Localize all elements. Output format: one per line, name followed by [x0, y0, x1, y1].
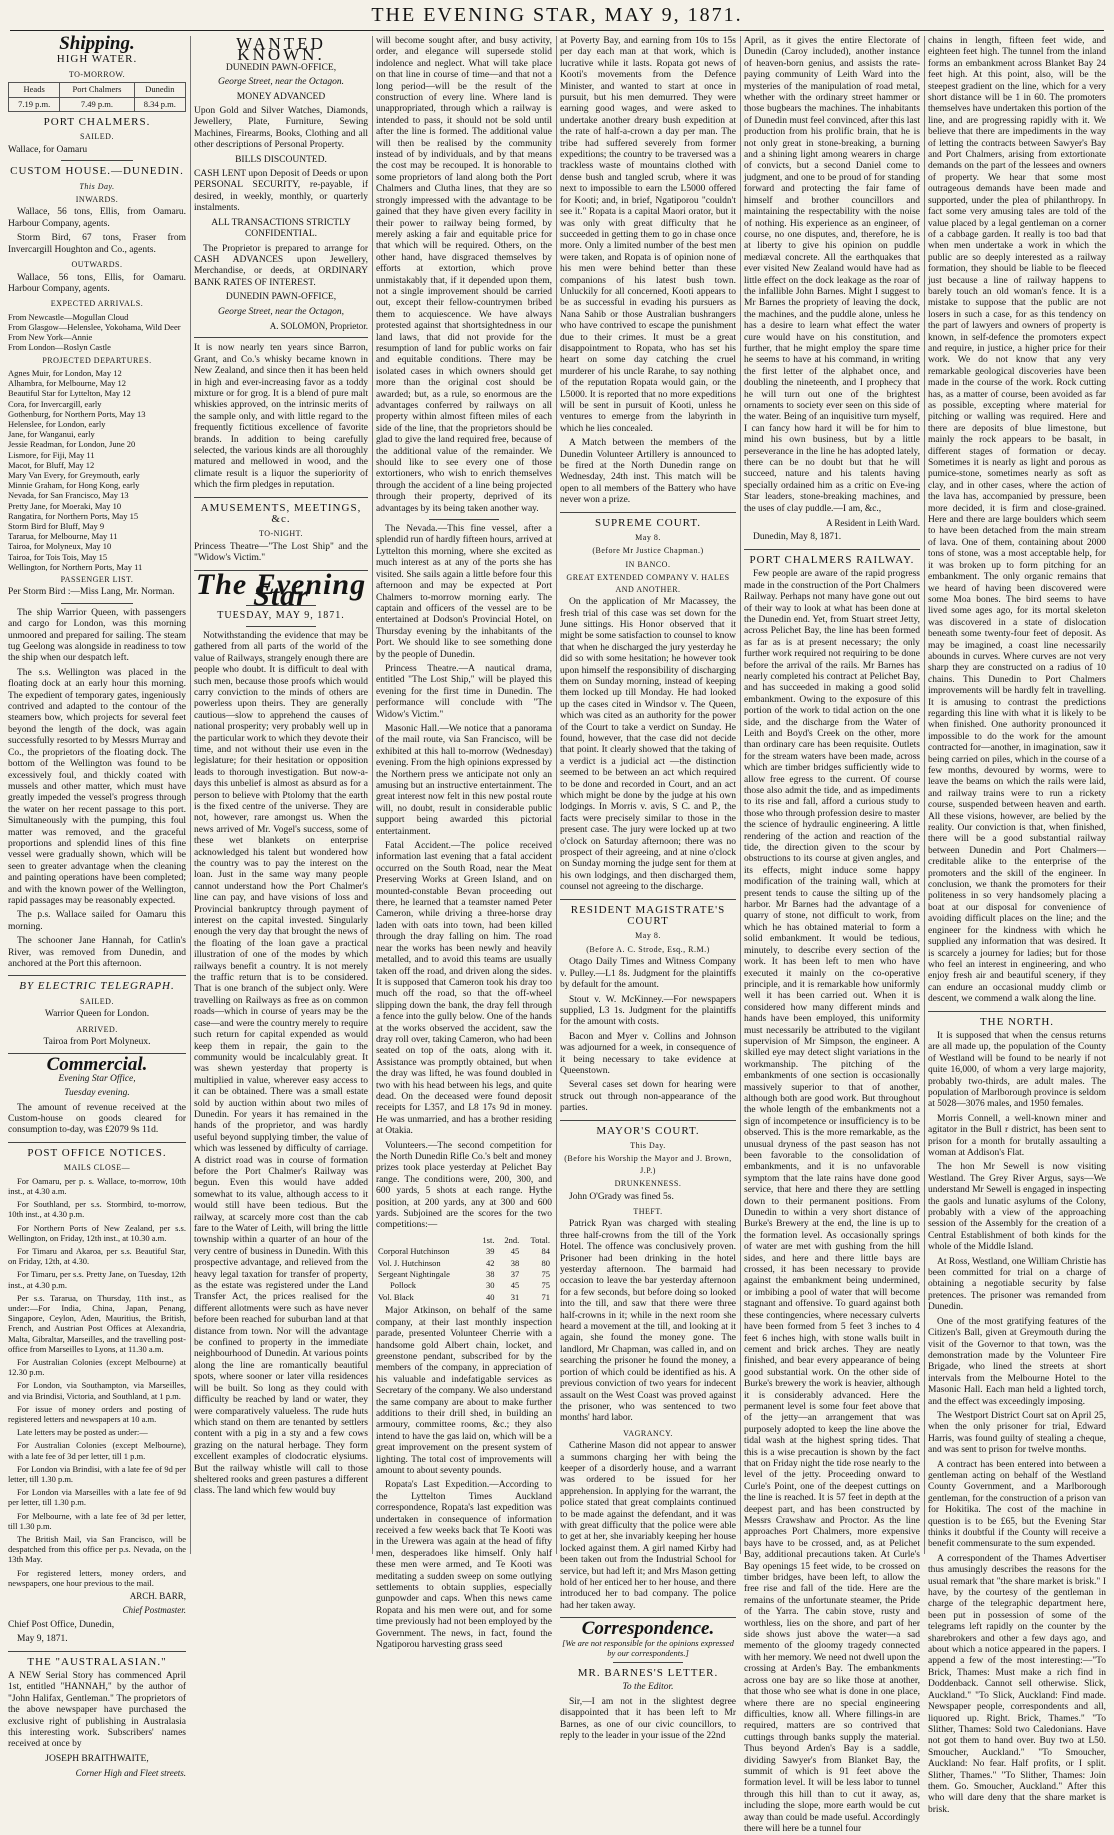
- list-item: Macot, for Bluff, May 12: [8, 459, 95, 470]
- rm-case: Stout v. W. McKinney.—For newspapers supplied, L3 1s. Judgment for the plaintiffs for the amount with costs.: [560, 994, 736, 1028]
- list-item: For Northern Ports of New Zealand, per s.s. Wellington, on Friday, 12th inst., at 10.30 a.m.: [8, 1222, 186, 1243]
- list-item: Rangatira, for Northern Ports, May 15: [8, 510, 139, 521]
- commercial-office: Evening Star Office,: [58, 1073, 136, 1084]
- list-item: Per s.s. Tararua, on Thursday, 11th inst., as under:—For India, China, Japan, Penang, Singapore, Ceylon, Aden, Mauritius, the British, French, and Austrian Post Offices at Alexandria, Malta, Gibraltar, Marseilles, and the travelling post-office from Marseilles to Lyons, at 11.30 a.m.: [8, 1292, 186, 1354]
- amusements-heading: AMUSEMENTS, MEETINGS, &c.: [200, 501, 362, 526]
- list-item: For Melbourne, with a late fee of 3d per letter, till 1.30 p.m.: [8, 1510, 186, 1531]
- score-cell: 75: [541, 1269, 550, 1280]
- news-item-masonic: Masonic Hall.—We notice that a panorama of the mail route, via San Francisco, will be exhibited at this hall to-morrow (Wednesday) evening. From the high opinions expressed by the Northern press we anticipate not only an amusing but an instructive entertainment. The great interest now felt in this new postal route will, no doubt, result in considerable public support being awarded this pictorial entertainment.: [376, 723, 552, 837]
- list-item: Jane, for Wanganui, early: [8, 429, 95, 440]
- mayors-court-day: This Day.: [630, 1140, 666, 1150]
- list-item: The British Mail, via San Francisco, will be despatched from this office per p.s. Nevada, on the 13th May.: [8, 1533, 186, 1565]
- vagrancy-label: VAGRANCY.: [623, 1428, 673, 1438]
- list-item: Tararua, for Melbourne, May 11: [8, 531, 118, 542]
- post-office-heading: POST OFFICE NOTICES.: [27, 1146, 167, 1159]
- supreme-court-heading: SUPREME COURT.: [594, 516, 702, 529]
- list-item: Helenslee, for London, early: [8, 418, 106, 429]
- list-item: Gothenburg, for Northern Ports, May 13: [8, 408, 146, 419]
- pawn-money-advanced: MONEY ADVANCED: [236, 91, 326, 102]
- north-item: The Westport District Court sat on April 25, when the only prisoner for trial, Edward Harris, was found guilty of stealing a cheque, and was sent to prison for twelve months.: [928, 1410, 1106, 1456]
- pawn-bills: BILLS DISCOUNTED.: [235, 154, 327, 165]
- column-rule: [740, 36, 741, 1554]
- column-3: [376, 36, 552, 1651]
- column-2: [194, 36, 368, 1554]
- pawn-office-name-2: DUNEDIN PAWN-OFFICE,: [225, 292, 337, 303]
- divider: [61, 603, 132, 604]
- barnes-letter-text: Sir,—I am not in the slightest degree disappointed that it has been left to Mr Barnes, as one of our civic councillors, to reply to the leader in your issue of the 22nd: [560, 1696, 736, 1742]
- tide-table: [8, 82, 186, 112]
- post-signature-role: Chief Postmaster.: [122, 1605, 186, 1616]
- pawn-proprietor-text: The Proprietor is prepared to arrange for CASH ADVANCES upon Jewellery, Merchandise, or deeds, at ORDINARY BANK RATES OF INTEREST.: [194, 243, 368, 288]
- list-item: Tairoa, for Tois Tois, May 15: [8, 551, 108, 562]
- tg-sailed-text: Warrior Queen for London.: [44, 1009, 150, 1020]
- editorial-continued: will become sought after, and busy activity, order, and elegance will supersede stolid indolence and neglect. What will take place on that line in course of time—and that not a long period—will be the result of the construction of every line. Where land is unappropriated, through which a railway is intended to pass, it should not be sold until after the line is formed. The additional value will then be realised by the community instead of by individuals, and by that means the cost may be recouped. It is honorable to some proprietors of land along both the Port Chalmers and Clutha lines, that they are so strongly impressed with the advantage to be gained that they have given every facility in their power to railway being formed, by merely asking a fair and equitable price for that which will be required. Others, on the other hand, have disgraced themselves by efforts at extortion, which prove unmistakably that, if it depended upon them, not a single improvement should be carried out, except their fellow-countrymen bribed them to acquiescence. We have always protested against that shortsightedness in our land laws, that did not provide for the resumption of land for public works on fair and equitable conditions. There may be isolated cases in which owners should get more than the original cost should be awarded; but, as a rule, so enormous are the advantages conferred by railways on all property within almost fifteen miles of each side of the line, that the proprietors should be glad to give the land required free, because of the additional value of the remainder. We should like to see every one of those extortioners, who wish to enrich themselves through the accident of a line being projected through their property, deprived of its advantages by its being taken another way.: [376, 36, 552, 514]
- masthead: THE EVENING STAR, MAY 9, 1871.: [371, 4, 743, 26]
- inwards-entry: Wallace, 56 tons, Ellis, from Oamaru. Harbour Company, agents.: [8, 207, 186, 229]
- column-1: [8, 33, 186, 1779]
- barnes-letter-continued: April, as it gives the entire Electorate of Dunedin (Caroy included), another instance of heaven-born genius, and assists the rate-paying community of Leith Ward into the mysteries of the manipulation of road metal, whether with the ordinary street hammer or those bugbears the machines. The inhabitants of Dunedin must feel convinced, after this last production from his prolific brain, that he is not only great in stone-breaking, a burning and a shining light among wearers in charge of convicts, but a second Daniel come to judgment, and one to be proud of for standing forward and protecting the fair fame of himself and brother councillors and maintaining the respectability with the noise of nothing. His experience as an engineer, of course, no one disputes, and, therefore, he is at liberty to give his opinion on puddle mediæval concrete. All the earthquakes that ever visited New Zealand would have had as little effect on the dock leakage as the roar of the infallible John Barnes. Might I suggest to Mr Barnes the propriety of leaving the dock, the machines, and the puddle alone, unless he has a desire to learn what effect the water cure would have on his constitution, and further, that he might employ the spare time he seems to have at his command, in writing the first letter of the alphabet once, and doubling the nineteenth, and I prophecy that he will turn out one of the brightest ornaments to society ever seen on this side of the water. Being of an inquisitive turn myself, I can fancy how hard it will be for him to mind his own business, but by a little perseverance in the line he has adopted lately, there can be no doubt but that he will succeed, nature and his talents having specially ordained him as a critic on Eve-ing Star leaders, stone-breaking machines, and the uses of clay puddle.—I am, &c.,: [744, 36, 920, 514]
- expected-arrivals-label: EXPECTED ARRIVALS.: [50, 299, 144, 309]
- column-5: [744, 36, 920, 1834]
- in-banco-label: IN BANCO.: [625, 559, 671, 569]
- list-item: From London—Roslyn Castle: [8, 342, 111, 353]
- north-item: Morris Connell, a well-known miner and agitator in the Bull r district, has been sent to prison for a month for brutally assaulting a woman at Addison's Flat.: [928, 1113, 1106, 1158]
- pawn-office-name: DUNEDIN PAWN-OFFICE,: [225, 62, 337, 73]
- divider: [8, 1651, 186, 1652]
- australasian-signature: JOSEPH BRAITHWAITE,: [45, 1753, 149, 1764]
- list-item: For London via Brindisi, with a late fee of 9d per letter, till 1.30 p.m.: [8, 1463, 186, 1484]
- score-cell: 45: [510, 1280, 520, 1291]
- shipping-paragraph: The s.s. Wellington was placed in the floating dock at an early hour this morning. The expedient of temporary gates, ingeniously contrived and adapted to the contour of the steamers bow, which projects for several feet beyond the length of the dock, was again successfully resorted to by Messrs Murray and Co., the proprietors of the floating dock. The bottom of the Wellington was found to be excessively foul, and thickly coated with mussels and other matter, which must have greatly impeded the vessel's progress through the water on her recent passage to this port. Simultaneously with the pumping, this foul matter was removed, and the graceful proportions and splendid lines of this fine vessel were gradually shown, which will be seen to greater advantage when the cleaning and painting operations have been completed; and with the known power of the Wellington, rapid passages may be reasonably expected.: [8, 667, 186, 906]
- north-item: A contract has been entered into between a gentleman acting on behalf of the Westland County Government, and a Marlborough gentleman, for the construction of a prison van for Hokitika. The cost of the machine in question is to be £65, but the Evening Star thinks it doubtful if the County will receive a benefit commensurate to the sum expended.: [928, 1459, 1106, 1550]
- list-item: For Southland, per s.s. Stormbird, to-morrow, 10th inst., at 4.30 p.m.: [8, 1199, 186, 1220]
- tomorrow-label: TO-MORROW.: [68, 69, 126, 79]
- north-item: The hon Mr Sewell is now visiting Westland. The Grey River Argus, says—We understand Mr Sewell is engaged in inspecting the gaols and lunatic asylums of the Colony, probably with a view of the approaching session of the Assembly for the creation of a Central Establishment of both kinds for the whole of the Middle Island.: [928, 1162, 1106, 1253]
- list-item: For Timaru, per s.s. Pretty Jane, on Tuesday, 12th inst., at 4.30 p.m.: [8, 1269, 186, 1290]
- rm-court-date: May 8.: [635, 931, 661, 941]
- correspondence-note: [We are not responsible for the opinions expressed by our correspondents.]: [562, 1637, 734, 1658]
- commercial-heading: Commercial.: [46, 1054, 148, 1076]
- north-item: One of the most gratifying features of the Citizen's Ball, given at Greymouth during the visit of the Governor to that town, was the demonstration made by the Volunteer Fire Brigade, who lined the streets at short intervals from the Melbourne Hotel to the Masonic Hall. Each man held a lighted torch, and the effect was exceedingly imposing.: [928, 1316, 1106, 1407]
- editorial-text: Notwithstanding the evidence that may be gathered from all parts of the world of the value of Railways, strangely enough there are people who doubt. It is difficult to deal with such men, because those proofs which would carry conviction to the minds of others are powerless upon theirs. They are generally cautious—slow to apprehend the causes of national prosperity; very probably well up in the particular work to which they devote their time, and not without their use even in the legislature; for their hesitation or opposition leads to thorough investigation. But now-a-days this unbelief is almost as absurd as for a person to believe with Ptolomy that the earth is the fixed centre of the universe. They are not, however, rare amongst us. When the news arrived of Mr. Vogel's success, some of these wet blankets on enterprise acknowledged his talent but wondered how the country was to pay the interest on the loan. Just in the same way many people cannot understand how the Port Chalmer's line can pay, and have visions of loss and Provincial bankruptcy through payment of interest on the capital invested. Singularly enough the very day that brought the news of the floating of the loan gave a practical illustration of one of the modes by which railways benefit a country. It is not merely the traffic return that is to be considered. That is one branch of the subject only. Were travelling on Railways as free as on common roads—which in course of years may be the case—and were the country merely to require such return for capital expended as would keep them in repair, the gain to the community would be incalculably great. It was shewn yesterday that property is multiplied in value, wherever easy access to it can be obtained. There was a small estate sold by auction within about two miles of Dunedin. For years it has remained in the hands of the proprietor, and was hardly useful beyond supplying timber, the value of which was lessened by difficulty of carriage. A district road was in course of formation before the Port Chalmer's Railway was begun. Even this would have added somewhat to its value, although access to it would still have been tedious. But the railway, at scarcely more cost than the cab fare to the Water of Leith, will bring the little township within a quarter of an hour of the very centre of business in Dunedin. With this prospective advantage, and relieved from the heavy legal taxation for transfer of property, as the estate was registered under the Land Transfer Act, the prices realised for the different allotments were such as have never before been reached for suburban land at that distance from town. Nor will the advantage be confined to property in the immediate neighbourhood of Dunedin. At various points along the line are romantically beautiful spots, where sooner or later villa residences will be built. So long as they could with difficulty be reached by land or water, they were comparatively valueless. The rude huts which stand on them are tenanted by settlers content with a pig in a sty and a few cows grazing on the natural herbage. They form excellent examples of clodocratic elysiums. But the railway whistle will call to those sheltered rooks and green pastures a different class. The land which few would buy: [194, 630, 368, 1497]
- rm-case: Bacon and Myer v. Collins and Johnson was adjourned for a week, in consequence of it being necessary to take evidence at Queenstown.: [560, 1031, 736, 1076]
- commercial-day: Tuesday evening.: [64, 1088, 130, 1099]
- list-item: From Glasgow—Helenslee, Yokohama, Wild Deer: [8, 321, 181, 332]
- railway-continued: chains in length, fifteen feet wide, and eighteen feet high. The tunnel from the inland forms an embankment across Blanket Bay 24 feet high. At this point, also, will be the steepest gradient on the line, which for a very short distance will be 1 in 60. The promoters themselves have undertaken this portion of the line, and are progressing rapidly with it. We believe that there are impediments in the way of letting the contracts between Sawyer's Bay and Port Chalmers, arising from extortionate demands on the part of the lessees and owners of property. We hear that some most outrageous demands have been made and supported, under the plea of philanthropy. In fact some very amusing tales are told of the value placed by a legal gentleman on a corner of a cabbage garden. It really is too bad that when men undertake a work in which the public are so deeply interested as a railway formation, they should be liable to be fleeced just because a line of railway happens to barely touch an old woman's fence. It is a mistake to suppose that the public are not losers in such a case, for as this tendency on the part of lawyers and owners of property is known, in self-defence the promoters expect and require, in justice, a higher price for their work. We do not know that any very remarkable geological discoveries have been made in the course of the work. Rock cutting has, as a matter of course, been avoided as far as possible, excepting where material for pitching or walling was required. Here and there are deposits of blue limestone, but mainly the rock appears to be basalt, in different stages of formation or decay. Sometimes it is nearly as light and porous as pumice-stone, sometimes nearly as soft as clay, and in other cases, where the action of the lava has, accompanied by pressure, been more decided, it is firm and close-grained. Here and there are large boulders which seem to have been detached from the main stream of lava. One of them, containing about 2000 tons of stone, was a most acceptable help, for it was broken up to form pitching for an embankment. The only organic remains that we heard of having been discovered were some Moa bones. The bird seems to have lived some ages ago, for its mortal skeleton was discovered in a state of dislocation beneath some twenty-four feet of deposit. As may be imagined, a coast line necessarily abounds in curves. Where curves are not very sharp they are constructed on a radius of 10 chains. This Dunedin to Port Chalmers improvements will be hardly felt in travelling. It is amusing to contrast the predictions regarding this line with what it is likely to be when finished. One authority pronounced it impossible to do the work for the amount contracted for—another, in imagination, saw it being carried on piles, which in the course of a few months, devoured by worms, were to leave the beams on which the rails were laid, and railway trains were to run a rickety course, suspended between heaven and earth. All these visions, however, are belied by the reality. Our conviction is that, when finished, there will be a good substantial railway between Dunedin and Port Chalmers—creditable alike to the enterprise of the promoters and the skill of the engineer. In conclusion, we thank the promoters for their politeness in so very handsomely placing a boat at our disposal for convenience of avoiding difficult places on the line; and the engineer for the kindness with which he supplied any information that was desired. It is scarcely a journey for ladies; but for those who feel an interest in engineering, and who enjoy fresh air and beautiful scenery, if they can endure an occasional muddy climb or descent, we commend a walk along the line.: [928, 36, 1106, 1005]
- supreme-court-before: (Before Mr Justice Chapman.): [592, 546, 704, 556]
- divider: [246, 626, 316, 627]
- projected-departures-label: PROJECTED DEPARTURES.: [42, 355, 152, 365]
- theft-text: Patrick Ryan was charged with stealing three half-crowns from the till of the York Hotel. The offence was conclusively proven. Prisoner had been drinking in the hotel yesterday afternoon. The barmaid had occasion to leave the bar yesterday afternoon for a few seconds, but before doing so looked into the till, and saw that there were three half-crowns in it; while in the next room she heard a movement at the till, and looking at it again, she found the money gone. The landlord, Mr Chapman, was called in, and on searching the prisoner he found the money, a portion of which could be identified as his. A previous conviction of two years for indecent assault on the West Coast was proved against the prisoner, who was sentenced to two months' hard labor.: [560, 1219, 736, 1424]
- paper-date: TUESDAY, MAY 9, 1871.: [217, 610, 345, 622]
- barnes-letter-signature: A Resident in Leith Ward.: [826, 518, 920, 529]
- australasian-address: Corner High and Fleet streets.: [75, 1768, 186, 1779]
- tide-pc-label: Port Chalmers: [60, 83, 134, 97]
- score-cell: 84: [541, 1246, 550, 1257]
- divider: [8, 1142, 186, 1143]
- vagrancy-text: Catherine Mason did not appear to answer a summons charging her with being the keeper of a disorderly house, and a warrant was ordered to be issued for her apprehension. In applying for the warrant, the police stated that great complaints continued to be made against the defendant, and it was with great difficulty that the police were able to get at her, she invariably keeping her house locked against them. A girl named Kirby had been taken out from the Industrial School for service, but had left it; and Mrs Mason getting hold of her enticed her to her house, and there introduced her to bad company. The police had her taken away.: [560, 1441, 736, 1611]
- passenger-text: Per Storm Bird :—Miss Lang, Mr. Norman.: [8, 587, 175, 598]
- sailed-text: Wallace, for Oamaru: [8, 144, 88, 155]
- list-item: Jessie Readman, for London, June 20: [8, 439, 136, 450]
- score-cell: Corporal Hutchinson: [378, 1246, 450, 1257]
- australasian-text: A NEW Serial Story has commenced April 1st, entitled "HANNAH," by the author of "John Halifax, Gentleman." The proprietors of the above newspaper have purchased the exclusive right of publishing in Australasia this interesting work. Subscribers' names received at once by: [8, 1671, 186, 1750]
- news-item-major: Major Atkinson, on behalf of the same company, at their last monthly inspection parade, presented Volunteer Cherrie with a handsome gold Albert chain, locket, and greenstone pendant, subscribed for by the members of the company, in appreciation of his valuable and indefatigable services as Secretary of the company. We also understand the same company are about to make further additions to their drill shed, in building an armoury, committee rooms, &c.; they also intend to have the gas laid on, which will be a great improvement on the present system of lighting. The total cost of improvements will amount to about seventy pounds.: [376, 1306, 552, 1476]
- column-rule: [372, 36, 373, 1554]
- divider: [429, 519, 499, 520]
- theft-label: THEFT.: [633, 1207, 663, 1216]
- list-item: Late letters may be posted as under:—: [17, 1427, 148, 1438]
- case-title: GREAT EXTENDED COMPANY V. HALES AND ANOTHER.: [566, 573, 730, 594]
- rm-court-heading: RESIDENT MAGISTRATE'S COURT: [570, 903, 726, 928]
- news-item-match: A Match between the members of the Dunedin Volunteer Artillery is announced to be fired at the North Dunedin range on Wednesday, 24th inst. This match will be open to all members of the Battery who have never won a prize.: [560, 438, 736, 506]
- supreme-court-text: On the application of Mr Macassey, the fresh trial of this case was set down for the June sittings. His Honor observed that it might be some satisfaction to counsel to know that when he discharged the jury yesterday he did so with some hesitation; he however took upon himself the responsibility of discharging them on Sunday morning, instead of keeping them locked up till Monday. He had looked up the cases cited in Windsor v. The Queen, which was cited as an authority for the power of the Court to take a verdict on Sunday. He found, however, that the case did not decide that point. It clearly showed that the taking of a verdict is a judicial act —the distinction seemed to be between an act which required to be done and recorded in Court, and an act which might be done by the judge at his own lodgings. In Morris v. avis, S C. and P., the facts were precisely similar to those in the present case. The jury were locked up at two o'clock on Saturday afternoon; there was no prospect of their agreeing, and at nine o'clock on Sunday morning the judge sent for them at his own lodgings, and then discharged them, counsel not agreeing to the discharge.: [560, 597, 736, 893]
- pawn-strict: ALL TRANSACTIONS STRICTLY CONFIDENTIAL.: [211, 217, 351, 240]
- divider: [560, 899, 736, 900]
- tonight-label: TO-NIGHT.: [259, 529, 303, 539]
- score-cell: Vol. J. Hutchinson: [378, 1257, 441, 1268]
- inwards-entry: Storm Bird, 67 tons, Fraser from Invercargill Houghton and Co., agents.: [8, 233, 186, 255]
- list-item: Beautiful Star for Lyttelton, May 12: [8, 388, 131, 399]
- divider: [560, 512, 736, 513]
- divider: [613, 1662, 683, 1663]
- wanted-known-heading: WANTED KNOWN.: [236, 34, 326, 65]
- tg-arrived-text: Tairoa from Port Molyneux.: [43, 1037, 151, 1048]
- score-table: [376, 1235, 552, 1303]
- list-item: Cora, for Invercargill, early: [8, 398, 102, 409]
- tide-dunedin-label: Dunedin: [134, 83, 185, 97]
- score-cell: 31: [510, 1291, 520, 1302]
- north-item: A correspondent of the Thames Advertiser thus amusingly describes the reasons for the usual remark that "the share market is brisk." I have, by the courtesy of the gentleman in charge of the telegraphic department here, been put in possession of some of the telegrams left rapidly on the counter by the sharebrokers and other a few days ago, and about which a notice appeared in the papers. I append a few of the most interesting:—"To Brick, Thames: Must make a rich find in Doddenback. Cannot sell otherwise. Slick, Auckland." "To Slick, Auckland: Find made. Newspaper people, correspondents and all, liquored up. Right. Brick, Thames." "To Slither, Thames: Sold two Caledonians. Have not got them to hand over. Buy two at L50. Smoucher, Auckland." "To Smoucher, Auckland: No fear. Half profits, or I split. Slither, Thames." "To Slither, Thames: Join them. Go. Smoucher, Auckland." After this who will dare deny that the share market is brisk.: [928, 1553, 1106, 1815]
- supreme-court-date: May 8.: [635, 533, 661, 543]
- news-item-princess: Princess Theatre.—A nautical drama, entitled "The Lost Ship," will be played this evening for the first time in Dunedin. The performance will conclude with "The Widow's Victim.": [376, 663, 552, 720]
- news-item-nevada: The Nevada.—This fine vessel, after a splendid run of hardly fifteen hours, arrived at Lyttelton this morning, where she excited as much interest as at any of the ports she has visited. She sails again a little before four this afternoon and may be expected at Port Chalmers to-morrow morning early. The captain and officers of the vessel are to be entertained at Dodson's Provincial Hotel, on Thursday evening by the inhabitants of the Port. We should like to see something done by the people of Dunedin.: [376, 524, 552, 660]
- amusement-item: Princess Theatre—"The Lost Ship" and the "Widow's Victim.": [194, 541, 368, 564]
- list-item: For Australian Colonies (except Melbourne) at 12.30 p.m.: [8, 1356, 186, 1378]
- column-4: [560, 36, 736, 1742]
- list-item: For registered letters, money orders, and newspapers, one hour previous to the mail.: [8, 1567, 186, 1588]
- divider: [194, 337, 368, 338]
- pawn-text: Upon Gold and Silver Watches, Diamonds, Jewellery, Plate, Furniture, Sewing Machines, Firearms, Books, Clothing and all other descriptions of Personal Property.: [194, 106, 368, 151]
- table-row: [376, 1280, 552, 1291]
- tg-sailed-label: SAILED.: [80, 996, 114, 1006]
- outwards-label: OUTWARDS.: [71, 260, 123, 270]
- pawn-owner: A. SOLOMON, Proprietor.: [269, 320, 368, 331]
- list-item: For Timaru and Akaroa, per s.s. Beautiful Star, on Friday, 12th, at 4.30.: [8, 1245, 186, 1267]
- correspondence-heading: Correspondence.: [581, 1618, 715, 1640]
- list-item: Agnes Muir, for London, May 12: [8, 367, 122, 378]
- column-rule: [556, 36, 557, 1554]
- column-rule: [190, 36, 191, 1554]
- list-item: From Newcastle—Mogullan Cloud: [8, 311, 129, 322]
- score-cell: 71: [541, 1291, 550, 1302]
- railway-text: Few people are aware of the rapid progress made in the construction of the Port Chalmers Railway. Perhaps not many have gone out out of their way to look at what has been done at the Dunedin end. Yet, from Stuart street Jetty, across Pelichet Bay, the line has been formed as far as is at present necessary; the only further work required not requiring to be done before the arrival of the rails. Mr Barnes has nearly completed his contract at Pelichet Bay, and has succeeded in making a good solid embankment. Owing to the exposure of this portion of the work to tidal action on the one side, and the discharge from the Water of Leith and Boyd's Creek on the other, more than ordinary care has been requisite. Outlets for the stream waters have been made, across which are timber bridges sufficiently wide to allow free egress to the current. Of course those also admit the tide, and as impediments to its rise and fall, afford a curious study to those who through profession desire to master the science of hydraulic engineering. A little rendering of the action and reaction of the tide, the direction given to the scour by obstructions to its course at given angles, and its effects, might induce some happy modification of the training wall, which at present tends to cause the silting up of the harbor. Mr Barnes had the advantage of a quarry of stone, not difficult to work, from which he has obtained material to form a solid embankment. It would be tedious, minutely, to describe every section of the work. It has been left to men who have executed it mainly on the co-operative principle, and it is remarkable how uniformly well it has been carried out. When it is considered how many different minds and hands have been employed, this uniformity must necessarily be attributed to the vigilant supervision of Mr Simpson, the engineer. A skilled eye may detect slight variations in the workmanship. The pitching of the embankments of one section is occasionally massively superior to that of another, although both are good work. But throughout the whole length of the embankments not a sign of incompetence or insufficiency is to be observed. This is the more remarkable, as the unusual dryness of the past season has not been favorable to the consolidation of embankments, and it is no unfavorable symptom that the late rains have done good service, that here and there they are settling down to their permanent positions. From Dunedin to within a very short distance of Burke's Brewery at the end, the line is up to the formation level. As occasionally springs of water are met with gushing from the hill sides, and here and there little bays are crossed, it has been necessary to provide against the embankment being undermined, or imbibing a pool of water that will become stagnant and offensive. To guard against both these contingencies, where necessary culverts have been formed from 5 feet 3 inches to 4 feet 6 inches high, with stone walls built in cement and brick arches. They are neatly finished, and bear every appearance of being good substantial work. On the other side of Burke's brewery the work is heavier, although it is considerably advanced. Here the permanent level is some four feet above that of the jetty—an arrangement that was purposely adopted to keep the line above the tidal wash at the highest spring tides. That this is a wise precaution is shown by the fact that on Friday night the tide rose nearly to the level of the jetty. Proceeding onward to Curle's Point, one of the deepest cuttings on the line is reached. It is 57 feet in depth at the deepest part, and has been constructed by Messrs Crawshaw and Proctor. As the line approaches Port Chalmers, more expensive bays have to be crossed, and, as at Pelichet Bay, additional precautions taken. At Curle's Bay openings 15 feet wide, to be crossed on timber bridges, have been left, to allow the free rise and fall of the tide. Here are the remains of the unfortunate steamer, the Pride of the Yarra. The cabin stove, rusty and worthless, lies on the shore, and part of her side shows just above the water—a sad memento of the gloomy tragedy connected with her memory. We need not dwell upon the crossing at Arden's Bay. The embankments across one bay are so like those at another, that those who see what is done in one place, where there are no special engineering difficulties, know all. Where fillings-in are required, matters are so contrived that cuttings through banks supply the material. Thus beyond Arden's Bay is a saddle, dividing Sawyer's from Blanket Bay, the summit of which is 91 feet above the formation level. It will be less labor to tunnel through this hill than to cut it away, as, including the slope, more earth would be cut away than could be made useful. Accordingly there will here be a tunnel four: [744, 569, 920, 1834]
- score-cell: 45: [510, 1246, 520, 1257]
- column-6: [928, 36, 1106, 1815]
- shipping-paragraph: The schooner Jane Hannah, for Catlin's River, was removed from Dunedin, and anchored at the Port this afternoon.: [8, 936, 186, 969]
- shipping-paragraph: The p.s. Wallace sailed for Oamaru this morning.: [8, 910, 186, 932]
- drunkenness-text: John O'Grady was fined 5s.: [569, 1191, 674, 1202]
- port-chalmers-heading: PORT CHALMERS.: [43, 116, 151, 129]
- shipping-paragraph: The ship Warrior Queen, with passengers and cargo for London, was this morning unmoored and prepared for sailing. The steam tug Geelong was alongside in readiness to tow the ship when our despatch left.: [8, 607, 186, 664]
- pawn-office-address-2: George Street, near the Octagon,: [218, 306, 344, 317]
- list-item: For London via Marseilles with a late fee of 9d per letter, till 1.30 p.m.: [8, 1487, 186, 1508]
- divider: [744, 549, 920, 550]
- score-header-cell: 2nd.: [504, 1234, 520, 1245]
- ropata-continued: at Poverty Bay, and earning from 10s to 15s per day each man at that work, which is lucrative while it lasts. Ropata got news of Kooti's movements from the Defence Minister, and wanted to start at once in pursuit, but his men demurred. They were earning good wages, and were asked to undertake another dreary bush expedition at the rate of half-a-crown a day per man. The tribe had suffered severely from former expeditions; the country to be traversed was a trackless waste of mountains clothed with dense bush and tangled scrub, where it was next to impossible to earn the L5000 offered for Kooti; and, in brief, Ngatiporou "couldn't see it." Ropata is a capital Maori orator, but it was only with great difficulty that he succeeded in getting them to go in chase once more. Only a limited number of the best men were taken, and Ropata is of opinion none of his men were behind better than these companions of his latest bush town. Unluckily for all concerned, Kooti appears to be as successful in evading his pursuers as Nana Sahib or those Australian bushrangers who have contrived to escape the punishment due to their crimes. It must be a great disappointment to Ropata, who has set his heart on some day catching the cruel murderer of his uncle Rarahe, to say nothing of the reputation Ropata would gain, or the L5000. It is reported that no more expeditions will be sent in pursuit of Kooti, unless he ventures to emerge from the labyrinth in which he lies concealed.: [560, 36, 736, 434]
- score-cell: 42: [485, 1257, 495, 1268]
- score-cell: 37: [510, 1269, 520, 1280]
- score-cell: 38: [485, 1269, 495, 1280]
- table-row: [376, 1235, 552, 1246]
- expected-arrivals-list: [8, 312, 186, 353]
- sailed-label: SAILED.: [80, 132, 114, 142]
- score-cell: 38: [510, 1257, 520, 1268]
- news-item-ropata: Ropata's Last Expedition.—According to the Lyttelton Times Auckland correspondence, Ropata's last expedition was undertaken in consequence of information received a few weeks back that Te Kooti was in the Urewera was again at the head of fifty men, desperadoes like himself. Only half these men were armed, and Te Kooti was meditating a sudden sweep on some outlying settlements to obtain supplies, especially gunpowder and caps. When this news came Ropata and his men were out, and for some time previously had not been employed by the Government. The news, in fact, found the Ngatiporou harvesting grass seed: [376, 1480, 552, 1651]
- passenger-list-label: PASSENGER LIST.: [60, 575, 134, 584]
- pawn-cash: CASH LENT upon Deposit of Deeds or upon PERSONAL SECURITY, re-payable, if desired, in weekly, monthly, or quarterly instalments.: [194, 169, 368, 214]
- score-cell: 40: [485, 1291, 495, 1302]
- tide-pc-time: 7.49 p.m.: [60, 97, 134, 111]
- pawn-office-address: George Street, near the Octagon.: [218, 77, 344, 88]
- list-item: For Oamaru, per p. s. Wallace, to-morrow, 10th inst., at 4.30 a.m.: [8, 1175, 186, 1196]
- mayors-court-before: (Before his Worship the Mayor and J. Brown, J.P.): [564, 1154, 732, 1175]
- shipping-heading: Shipping.: [59, 33, 135, 54]
- post-signature: ARCH. BARR,: [129, 1591, 186, 1601]
- score-cell: 75: [541, 1280, 550, 1291]
- north-item: It is supposed that when the census returns are all made up, the population of the County of Westland will be found to be nearly if not quite 16,000, of whom a very large majority, probably two-thirds, are adult males. The population of Marlborough province is seldom at 5028—3076 males, and 1950 females.: [928, 1030, 1106, 1110]
- divider: [8, 975, 186, 976]
- masthead-rule: [10, 30, 1104, 31]
- drunkenness-label: DRUNKENNESS.: [614, 1179, 682, 1189]
- column-rule: [924, 36, 925, 1554]
- tide-dunedin-time: 8.34 p.m.: [134, 97, 185, 111]
- list-item: Alhambra, for Melbourne, May 12: [8, 378, 127, 389]
- list-item: Tairoa, for Molyneux, May 10: [8, 541, 112, 552]
- to-editor-label: To the Editor.: [622, 1682, 674, 1693]
- divider: [560, 1120, 736, 1121]
- list-item: For issue of money orders and posting of registered letters and newspapers at 10 a.m.: [8, 1403, 186, 1424]
- tide-heads-time: 7.19 p.m.: [9, 97, 60, 111]
- whisky-advert: It is now nearly ten years since Barron, Grant, and Co.'s whisky became known in New Zealand, and since then it has been held in high and ever-increasing favor as a toddy mixture or for grog. It is a blend of pure malt whiskies approved, on the intrinsic merits of the sample only, and with little regard to the frequently fictitious excellence of favorite brands. In addition to being carefully selected, the various kinds are all thoroughly matured and mellowed in wood, and the climate result is a liquor the superiority of which the firm pledges in reputation.: [194, 343, 368, 491]
- score-header-cell: Total.: [530, 1234, 550, 1245]
- mayors-court-heading: MAYOR'S COURT.: [596, 1124, 700, 1137]
- outwards-entry: Wallace, 56 tons, Ellis, for Oamaru. Harbour Company, agents.: [8, 272, 186, 294]
- inwards-label: INWARDS.: [75, 195, 119, 205]
- score-cell: 80: [541, 1257, 550, 1268]
- north-heading: THE NORTH.: [979, 1015, 1055, 1028]
- rm-case: Several cases set down for hearing were struck out through non-appearance of the parties.: [560, 1080, 736, 1114]
- list-item: Storm Bird for Bluff, May 9: [8, 520, 105, 531]
- score-cell: Sergeant Nightingale: [378, 1269, 450, 1280]
- post-office-place: Chief Post Office, Dunedin,: [8, 1619, 115, 1630]
- score-cell: Pollock: [390, 1280, 416, 1291]
- news-item-volunteers: Volunteers.—The second competition for the North Dunedin Rifle Co.'s belt and money prizes took place yesterday at Pelichet Bay range. The conditions were, 200, 300, and 600 yards, 5 shots at each range. Hythe position, at 200 yards, any at 300 and 600 yards. Subjoined are the scores for the two competitions:—: [376, 1140, 552, 1231]
- paper-title: The Evening Star: [195, 567, 367, 613]
- north-item: At Ross, Westland, one William Christie has been committed for trial on a charge of obtaining a negotiable security by false pretences. The prisoner was remanded from Dunedin.: [928, 1256, 1106, 1313]
- commercial-text: The amount of revenue received at the Custom-house on goods cleared for consumption to-day, was £2079 9s 11d.: [8, 1102, 186, 1136]
- post-office-date: May 9, 1871.: [17, 1634, 68, 1645]
- news-item-fatal-accident: Fatal Accident.—The police received information last evening that a fatal accident occurred on the South Road, near the Meat Preserving Works at Green Island, and on mounted-constable Bevan proceeding out there, he learned that a teamster named Peter Cameron, while driving a three-horse dray laden with oats into town, had been killed through the dray falling on him. The road near the works has been newly and heavily metalled, and to avoid this teams are usually taken off the road, and driven along the sides. It is supposed that Cameron took his dray too much off the road, so that the off-wheel slipping down the bank, the dray fell through a fence into the gully below. One of the hands at the works observed the accident, saw the dray roll over, taking Cameron, who had been seated on top of the oats, along with it. Assistance was promptly obtained, but when the dray was lifted, he was found doubled in two with his head between his legs, and quite dead. On the deceased were found deposit receipts for L357, and L8 17s 9d in money. He was unmarried, and has a brother residing at Otakia.: [376, 841, 552, 1137]
- list-item: Nevada, for San Francisco, May 13: [8, 490, 129, 501]
- table-row: [376, 1258, 552, 1269]
- high-water-heading: HIGH WATER.: [56, 53, 138, 66]
- score-header-cell: [376, 1235, 475, 1246]
- table-row: [376, 1292, 552, 1303]
- score-cell: Vol. Black: [378, 1291, 414, 1302]
- rm-case: Otago Daily Times and Witness Company v. Pulley.—L1 8s. Judgment for the plaintiffs by default for the amount.: [560, 957, 736, 991]
- divider: [194, 497, 368, 498]
- tide-heads-label: Heads: [9, 83, 60, 97]
- list-item: Mary Van Every, for Greymouth, early: [8, 469, 140, 480]
- table-row: [376, 1246, 552, 1257]
- divider: [928, 1011, 1106, 1012]
- score-header-cell: 1st.: [482, 1234, 495, 1245]
- telegraph-heading: BY ELECTRIC TELEGRAPH.: [19, 980, 175, 993]
- railway-heading: PORT CHALMERS RAILWAY.: [749, 553, 915, 566]
- australasian-heading: THE "AUSTRALASIAN.": [27, 1655, 167, 1668]
- barnes-letter-date: Dunedin, May 8, 1871.: [753, 532, 842, 543]
- barnes-letter-heading: MR. BARNES'S LETTER.: [577, 1667, 719, 1680]
- list-item: For London, via Southampton, via Marseilles, and via Brindisi, Victoria, and Southland, at 1 p.m.: [8, 1380, 186, 1401]
- list-item: Lismore, for Fiji, May 11: [8, 449, 95, 460]
- custom-house-heading: CUSTOM HOUSE.—DUNEDIN.: [10, 165, 184, 178]
- list-item: From New York—Annie: [8, 332, 93, 343]
- list-item: Minnie Graham, for Hong Kong, early: [8, 480, 140, 491]
- this-day-label: This Day.: [79, 181, 115, 191]
- list-item: Wellington, for Northern Ports, May 11: [8, 561, 143, 572]
- list-item: Pretty Jane, for Moeraki, May 10: [8, 500, 122, 511]
- table-row: [376, 1269, 552, 1280]
- divider: [61, 160, 132, 161]
- score-cell: 39: [485, 1246, 495, 1257]
- rm-court-before: (Before A. C. Strode, Esq., R.M.): [586, 944, 710, 954]
- projected-departures-list: [8, 368, 186, 572]
- post-notices: [8, 1176, 186, 1588]
- mails-close-label: MAILS CLOSE—: [63, 1163, 131, 1173]
- tg-arrived-label: ARRIVED.: [76, 1024, 118, 1034]
- list-item: For Australian Colonies (except Melbourne), with a late fee of 3d per letter, till 1 p.m.: [8, 1440, 186, 1461]
- score-cell: 30: [485, 1280, 495, 1291]
